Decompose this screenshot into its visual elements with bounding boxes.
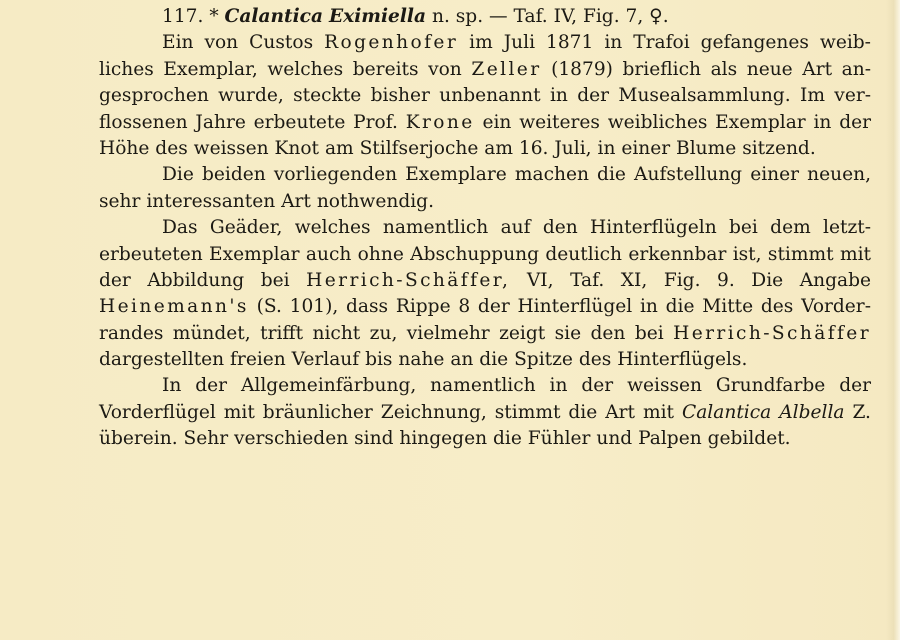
professor-name: Krone [405, 111, 475, 133]
genus-name: Calantica [224, 6, 324, 27]
page-text [99, 4, 871, 453]
collector-name: Rogenhofer [324, 32, 459, 54]
new-species-asterisk: * [209, 6, 219, 27]
paragraph-3-line-3: der Abbildung bei Herrich-Schäffer, VI, Taf. XI, Fig. 9. Die Angabe [99, 269, 871, 291]
paragraph-2-line-2: sehr interessanten Art nothwendig. [99, 190, 434, 212]
paragraph-3-line-4: Heinemann's (S. 101), dass Rippe 8 der Hinterflügel in die Mitte des Vorder- [99, 296, 871, 318]
paragraph-3-line-1: Das Geäder, welches namentlich auf den Hinterflügeln bei dem letzt- [162, 217, 871, 239]
paragraph-1-line-2: liches Exemplar, welches bereits von Zeller (1879) brieflich als neue Art an- [99, 58, 871, 80]
paragraph-1-line-1: Ein von Custos Rogenhofer im Juli 1871 in Trafoi gefangenes weib- [162, 32, 871, 54]
author-name: Zeller [471, 58, 542, 80]
author-name: Herrich-Schäffer [673, 322, 871, 344]
paragraph-1-line-4: flossenen Jahre erbeutete Prof. Krone ein weiteres weibliches Exemplar in der [99, 111, 871, 133]
species-heading [99, 4, 871, 30]
paragraph-3-line-6: dargestellten freien Verlauf bis nahe an die Spitze des Hinterflügels. [99, 349, 748, 371]
paragraph-1-line-5: Höhe des weissen Knot am Stilfserjoche am 16. Juli, in einer Blume sitzend. [99, 137, 816, 159]
species-name: Albella [779, 401, 845, 423]
paragraph-3-line-2: erbeuteten Exemplar auch ohne Abschuppung deutlich erkennbar ist, stimmt mit [99, 243, 871, 265]
author-name: Heinemann's [99, 296, 249, 318]
page-edge [886, 0, 900, 640]
heading-reference: n. sp. — Taf. IV, Fig. 7, ♀. [431, 6, 669, 27]
author-name: Herrich-Schäffer, [306, 269, 511, 291]
genus-name: Calantica [682, 401, 772, 423]
paragraph-2-line-1: Die beiden vorliegenden Exemplare machen die Aufstellung einer neuen, [162, 164, 871, 186]
paragraph-4-line-1: In der Allgemeinfärbung, namentlich in der weissen Grundfarbe der [162, 375, 871, 397]
paragraph-1-line-3: gesprochen wurde, steckte bisher unbenannt in der Musealsammlung. Im ver- [99, 85, 871, 107]
paragraph-4-line-3: überein. Sehr verschieden sind hingegen die Fühler und Palpen gebildet. [99, 428, 791, 450]
species-name: Eximiella [328, 6, 427, 27]
paragraph-4-line-2: Vorderflügel mit bräunlicher Zeichnung, stimmt die Art mit Calantica Albella Z. [99, 401, 871, 423]
species-number: 117. [162, 6, 204, 27]
paragraph-3-line-5: randes mündet, trifft nicht zu, vielmehr zeigt sie den bei Herrich-Schäffer [99, 322, 871, 344]
